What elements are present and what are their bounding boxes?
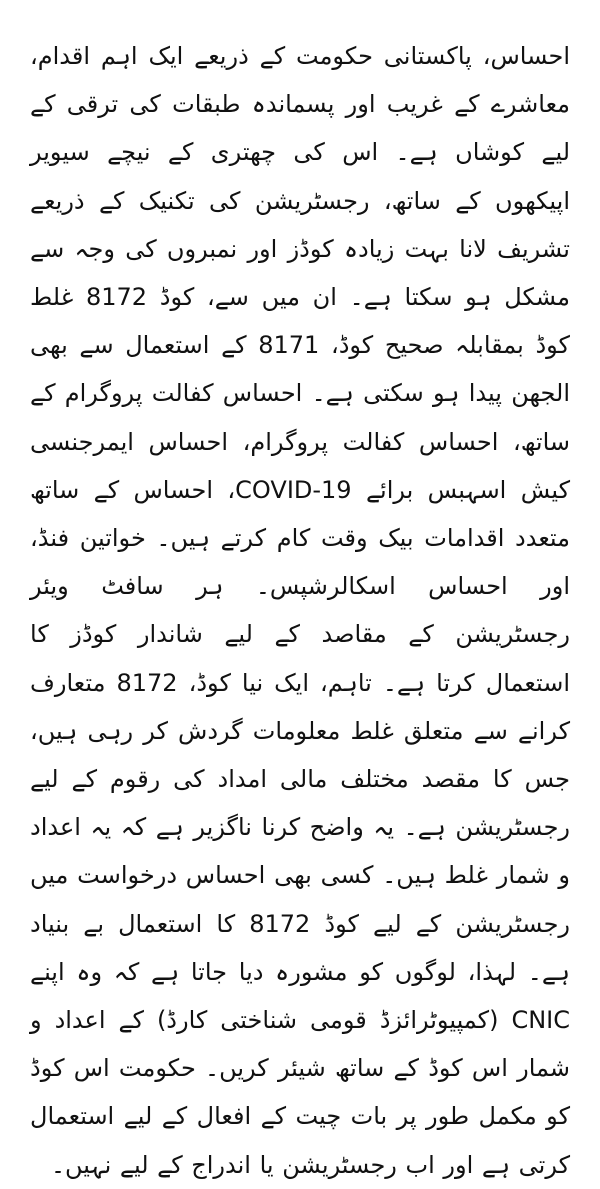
article-paragraph: احساس، پاکستانی حکومت کے ذریعے ایک اہم اقدام، معاشرے کے غریب اور پسماندہ طبقات کی ترقی کے لیے کوشاں ہے۔ اس کی چھتری کے نیچے سیویر اپیکھوں کے ساتھ، رجسٹریشن کی تکنیک کے ذریعے تشریف لانا بہت زیادہ کوڈز اور نمبروں کی وجہ سے مشکل ہو سکتا ہے۔ ان میں سے، کوڈ 8172 غلط کوڈ بمقابلہ صحیح کوڈ، 8171 کے استعمال سے بھی الجھن پیدا ہو سکتی ہے۔ احساس کفالت پروگرام کے ساتھ، احساس کفالت پروگرام، احساس ایمرجنسی کیش اسہبس برائے COVID-19، احساس کے ساتھ متعدد اقدامات بیک وقت کام کرتے ہیں۔ خواتین فنڈ، اور احساس اسکالرشپس۔ ہر سافٹ ویئر رجسٹریشن کے مقاصد کے لیے شاندار کوڈز کا استعمال کرتا ہے۔ تاہم، ایک نیا کوڈ، 8172 متعارف کرانے سے متعلق غلط معلومات گردش کر رہی ہیں، جس کا مقصد مختلف مالی امداد کی رقوم کے لیے رجسٹریشن ہے۔ یہ واضح کرنا ناگزیر ہے کہ یہ اعداد و شمار غلط ہیں۔ کسی بھی احساس درخواست میں رجسٹریشن کے لیے کوڈ 8172 کا استعمال بے بنیاد ہے۔ لہذا، لوگوں کو مشورہ دیا جاتا ہے کہ وہ اپنے CNIC (کمپیوٹرائزڈ قومی شناختی کارڈ) کے اعداد و شمار اس کوڈ کے ساتھ شیئر کریں۔ حکومت اس کوڈ کو مکمل طور پر بات چیت کے افعال کے لیے استعمال کرتی ہے اور اب رجسٹریشن یا اندراج کے لیے نہیں۔ xyxy=(30,42,571,1179)
